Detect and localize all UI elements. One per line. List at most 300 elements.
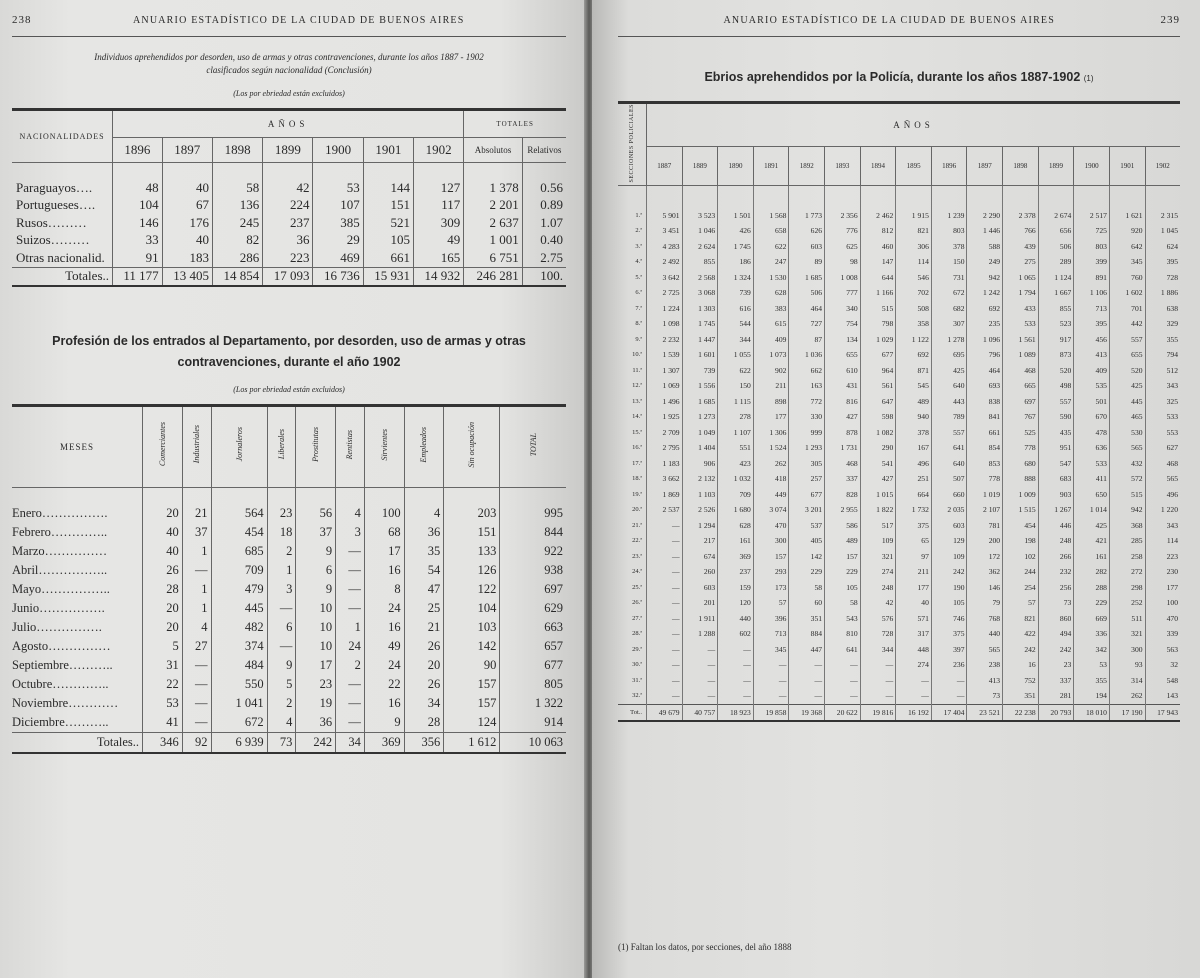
- table-cell: 120: [718, 595, 754, 611]
- table-cell: 1 001: [464, 232, 523, 250]
- total-cell: 17 404: [931, 704, 967, 721]
- section-label: 24.ª: [632, 568, 642, 576]
- table-row: [618, 533, 1180, 549]
- table-cell: —: [647, 595, 683, 611]
- table-cell: 468: [1003, 363, 1039, 379]
- left-page-number: 238: [12, 14, 32, 26]
- table-cell: —: [718, 657, 754, 673]
- table-cell: 523: [1038, 316, 1074, 332]
- table-cell: 878: [825, 425, 861, 441]
- table-cell: 87: [789, 332, 825, 348]
- table-cell: 672: [931, 285, 967, 301]
- table-cell: 544: [718, 316, 754, 332]
- table-row: [618, 185, 1180, 223]
- section-label: 3.ª: [635, 242, 642, 250]
- table-cell: 242: [1003, 642, 1039, 658]
- table-cell: 616: [718, 301, 754, 317]
- section-label: 10.ª: [632, 351, 642, 359]
- table-cell: 36: [263, 232, 313, 250]
- table-cell: 8: [364, 580, 404, 599]
- table-cell: —: [825, 673, 861, 689]
- table-row: [618, 471, 1180, 487]
- table-cell: —: [931, 688, 967, 704]
- table-cell: 1.07: [522, 214, 566, 232]
- table-cell: 1 069: [647, 378, 683, 394]
- table-cell: 237: [718, 564, 754, 580]
- profession-column-header: [336, 406, 365, 488]
- table-cell: 533: [1145, 409, 1180, 425]
- table-cell: 657: [500, 637, 566, 656]
- table-row: [12, 249, 566, 267]
- year-header: 1893: [825, 146, 861, 185]
- table-cell: 358: [896, 316, 932, 332]
- table-cell: 300: [1109, 642, 1145, 658]
- table-row: [618, 425, 1180, 441]
- table-cell: 342: [1074, 642, 1110, 658]
- table-cell: 107: [313, 197, 363, 215]
- left-page: [0, 0, 588, 978]
- table-cell: 23: [267, 488, 296, 524]
- table-cell: 23: [296, 675, 336, 694]
- table-cell: 530: [1109, 425, 1145, 441]
- table-cell: 821: [1003, 611, 1039, 627]
- table-cell: —: [182, 561, 211, 580]
- section-label: 13.ª: [632, 397, 642, 405]
- section-label: 14.ª: [632, 413, 642, 421]
- table-cell: 256: [1038, 580, 1074, 596]
- table-cell: 2 315: [1145, 185, 1180, 223]
- table-cell: —: [647, 657, 683, 673]
- table-cell: 274: [896, 657, 932, 673]
- total-cell: 19 858: [753, 704, 789, 721]
- profession-column-header: [143, 406, 183, 488]
- table-cell: 656: [1038, 223, 1074, 239]
- table-cell: 161: [718, 533, 754, 549]
- table-row: [618, 363, 1180, 379]
- table-cell: —: [182, 713, 211, 733]
- table-cell: 541: [860, 456, 896, 472]
- table-cell: 902: [753, 363, 789, 379]
- table-cell: 1 008: [825, 270, 861, 286]
- table-cell: 10: [296, 599, 336, 618]
- total-cell: 14 932: [414, 267, 464, 286]
- table-cell: 362: [967, 564, 1003, 580]
- table-cell: 223: [1145, 549, 1180, 565]
- total-cell: 11 177: [113, 267, 163, 286]
- total-cell: 18 923: [718, 704, 754, 721]
- table-cell: 211: [896, 564, 932, 580]
- table-cell: —: [931, 673, 967, 689]
- table-cell: 157: [444, 694, 500, 713]
- months-header: MESES: [12, 406, 143, 488]
- year-header: 1892: [789, 146, 825, 185]
- table-cell: 242: [931, 564, 967, 580]
- footnote: (1) Faltan los datos, por secciones, del año 1888: [618, 942, 792, 952]
- table-cell: 838: [967, 394, 1003, 410]
- table-cell: —: [336, 675, 365, 694]
- table-cell: 470: [1145, 611, 1180, 627]
- table-cell: 190: [931, 580, 967, 596]
- table-cell: 29: [313, 232, 363, 250]
- month-label: Agosto……………: [12, 639, 111, 653]
- table-cell: 778: [1003, 440, 1039, 456]
- table-cell: 10: [296, 618, 336, 637]
- table-cell: 339: [1145, 626, 1180, 642]
- table-cell: 576: [860, 611, 896, 627]
- table-cell: 432: [1109, 456, 1145, 472]
- month-label: Julio…………….: [12, 620, 102, 634]
- table-cell: 2: [336, 656, 365, 675]
- left-header-rule: [12, 32, 566, 37]
- table-cell: 1 822: [860, 502, 896, 518]
- table-cell: 641: [931, 440, 967, 456]
- table-cell: 229: [789, 564, 825, 580]
- table-cell: 136: [212, 197, 262, 215]
- table-cell: 427: [825, 409, 861, 425]
- table-cell: 533: [1003, 316, 1039, 332]
- table-cell: 186: [718, 254, 754, 270]
- year-header: 1900: [313, 138, 363, 163]
- table-cell: —: [267, 599, 296, 618]
- table-cell: 543: [825, 611, 861, 627]
- table-cell: 1 515: [1003, 502, 1039, 518]
- table-cell: 54: [404, 561, 444, 580]
- table-cell: 1 082: [860, 425, 896, 441]
- profession-column-label: Comerciantes: [157, 422, 167, 467]
- year-header: 1902: [414, 138, 464, 163]
- profession-column-header: [500, 406, 566, 488]
- table-cell: 1 098: [647, 316, 683, 332]
- table-cell: 237: [263, 214, 313, 232]
- profession-table: [12, 404, 566, 754]
- table-row: [618, 378, 1180, 394]
- section-label: 32.ª: [632, 692, 642, 700]
- table-cell: 1: [182, 542, 211, 561]
- table-cell: 173: [753, 580, 789, 596]
- table-cell: —: [336, 713, 365, 733]
- table-cell: 20: [143, 599, 183, 618]
- table-cell: 565: [967, 642, 1003, 658]
- table-cell: 142: [444, 637, 500, 656]
- table-cell: 1 224: [647, 301, 683, 317]
- table-cell: 658: [753, 223, 789, 239]
- table-row: [12, 656, 566, 675]
- table-cell: —: [182, 675, 211, 694]
- profession-column-label: Empleados: [419, 426, 429, 463]
- table-cell: 2 107: [967, 502, 1003, 518]
- right-running-header: [618, 0, 1180, 26]
- table-row: [12, 599, 566, 618]
- table-cell: 507: [931, 471, 967, 487]
- table-cell: 1 106: [1074, 285, 1110, 301]
- table-cell: 427: [860, 471, 896, 487]
- table-cell: 443: [931, 394, 967, 410]
- table-cell: 1 524: [753, 440, 789, 456]
- table-cell: 1: [336, 618, 365, 637]
- table-cell: 1 621: [1109, 185, 1145, 223]
- table-cell: 431: [825, 378, 861, 394]
- table-cell: 454: [211, 523, 267, 542]
- total-cell: 34: [336, 733, 365, 754]
- table-cell: 176: [162, 214, 212, 232]
- year-header: 1899: [263, 138, 313, 163]
- table-cell: 642: [1109, 239, 1145, 255]
- table-cell: 442: [1109, 316, 1145, 332]
- table-row: [12, 694, 566, 713]
- table-cell: 731: [931, 270, 967, 286]
- table-cell: 545: [896, 378, 932, 394]
- table-cell: 903: [1038, 487, 1074, 503]
- table-cell: 9: [364, 713, 404, 733]
- table-cell: 1 124: [1038, 270, 1074, 286]
- table-row: [618, 394, 1180, 410]
- table-cell: —: [647, 673, 683, 689]
- table-cell: —: [789, 673, 825, 689]
- table-cell: —: [647, 688, 683, 704]
- table-cell: 1 019: [967, 487, 1003, 503]
- table-cell: 252: [1109, 595, 1145, 611]
- table2-title-line2: contravenciones, durante el año 1902: [177, 355, 401, 369]
- table-cell: 3 451: [647, 223, 683, 239]
- table-cell: —: [682, 657, 718, 673]
- table-cell: —: [336, 694, 365, 713]
- table-cell: 53: [143, 694, 183, 713]
- table-cell: 1 602: [1109, 285, 1145, 301]
- year-header: 1898: [212, 138, 262, 163]
- table-cell: 151: [444, 523, 500, 542]
- table-cell: 660: [931, 487, 967, 503]
- table-cell: 105: [363, 232, 413, 250]
- table-cell: 58: [825, 595, 861, 611]
- table-cell: 385: [313, 214, 363, 232]
- table-cell: 692: [896, 347, 932, 363]
- right-header-rule: [618, 32, 1180, 37]
- section-label: 23.ª: [632, 552, 642, 560]
- table-cell: 685: [211, 542, 267, 561]
- table-cell: 1 049: [682, 425, 718, 441]
- total-cell: 22 238: [1003, 704, 1039, 721]
- table-cell: 67: [162, 197, 212, 215]
- table-cell: 5: [267, 675, 296, 694]
- table-cell: 321: [1109, 626, 1145, 642]
- table-cell: 803: [931, 223, 967, 239]
- total-row: [12, 267, 566, 286]
- total-label: Totales..: [12, 733, 143, 754]
- year-header: 1895: [896, 146, 932, 185]
- table-cell: 281: [1038, 688, 1074, 704]
- table-cell: 586: [825, 518, 861, 534]
- table-cell: 2: [267, 694, 296, 713]
- table-cell: 411: [1074, 471, 1110, 487]
- table-cell: 24: [364, 656, 404, 675]
- table2-title: [12, 331, 566, 373]
- table-cell: 6: [267, 618, 296, 637]
- table-cell: 378: [896, 425, 932, 441]
- table-cell: 369: [718, 549, 754, 565]
- section-label: 20.ª: [632, 506, 642, 514]
- table-cell: —: [896, 688, 932, 704]
- table-cell: 355: [1145, 332, 1180, 348]
- table-cell: 683: [1038, 471, 1074, 487]
- year-header: 1900: [1074, 146, 1110, 185]
- table-cell: 3: [336, 523, 365, 542]
- table-cell: 588: [967, 239, 1003, 255]
- table-cell: 1 089: [1003, 347, 1039, 363]
- table-cell: —: [718, 688, 754, 704]
- table-cell: 1 009: [1003, 487, 1039, 503]
- table-cell: 2 674: [1038, 185, 1074, 223]
- table-cell: 40: [143, 523, 183, 542]
- table-cell: 194: [1074, 688, 1110, 704]
- table-cell: 244: [1003, 564, 1039, 580]
- table-cell: —: [753, 688, 789, 704]
- table-cell: 520: [1109, 363, 1145, 379]
- table-cell: 134: [825, 332, 861, 348]
- table-cell: 515: [1109, 487, 1145, 503]
- table-cell: 1 242: [967, 285, 1003, 301]
- table-cell: 1 239: [931, 185, 967, 223]
- month-label: Junio…………….: [12, 601, 105, 615]
- table-cell: 248: [1038, 533, 1074, 549]
- table-cell: 1 925: [647, 409, 683, 425]
- profession-column-label: Sirvientes: [379, 428, 389, 461]
- total-cell: 346: [143, 733, 183, 754]
- table-cell: 603: [789, 239, 825, 255]
- table-cell: 286: [212, 249, 262, 267]
- table-cell: 89: [789, 254, 825, 270]
- table-cell: 999: [789, 425, 825, 441]
- table-cell: —: [647, 518, 683, 534]
- table-cell: 728: [1145, 270, 1180, 286]
- month-label: Abril……………..: [12, 563, 108, 577]
- total-cell: 100.: [522, 267, 566, 286]
- table-cell: 454: [1003, 518, 1039, 534]
- table-cell: 515: [860, 301, 896, 317]
- table-cell: 98: [825, 254, 861, 270]
- table-cell: 663: [500, 618, 566, 637]
- table-cell: 590: [1038, 409, 1074, 425]
- sections-header-text: SECCIONES POLICIALES: [629, 104, 635, 183]
- table-cell: 2 526: [682, 502, 718, 518]
- table-cell: 546: [896, 270, 932, 286]
- table-cell: 940: [896, 409, 932, 425]
- table-cell: 914: [500, 713, 566, 733]
- table-cell: 351: [1003, 688, 1039, 704]
- total-cell: 20 793: [1038, 704, 1074, 721]
- table-cell: 2 356: [825, 185, 861, 223]
- table-cell: 1 096: [967, 332, 1003, 348]
- table-cell: 124: [444, 713, 500, 733]
- table-cell: 768: [967, 611, 1003, 627]
- table-cell: 468: [825, 456, 861, 472]
- table-cell: 446: [1038, 518, 1074, 534]
- table-cell: 2 709: [647, 425, 683, 441]
- section-label: 29.ª: [632, 645, 642, 653]
- table-cell: 16: [1003, 657, 1039, 673]
- total-cell: 73: [267, 733, 296, 754]
- table-cell: 494: [1038, 626, 1074, 642]
- table-cell: 713: [1074, 301, 1110, 317]
- table-cell: 375: [896, 518, 932, 534]
- table-cell: 1 447: [682, 332, 718, 348]
- table-cell: 520: [1038, 363, 1074, 379]
- table-cell: 2 035: [931, 502, 967, 518]
- table-cell: 161: [1074, 549, 1110, 565]
- table-cell: 34: [404, 694, 444, 713]
- table-row: [618, 518, 1180, 534]
- table-cell: 1 869: [647, 487, 683, 503]
- table-cell: 469: [313, 249, 363, 267]
- table-cell: 23: [1038, 657, 1074, 673]
- table-cell: 109: [931, 549, 967, 565]
- table-cell: —: [860, 673, 896, 689]
- table-cell: 665: [1003, 378, 1039, 394]
- section-label: 9.ª: [635, 335, 642, 343]
- nationality-header: NACIONALIDADES: [12, 110, 113, 163]
- table-cell: 1 041: [211, 694, 267, 713]
- table-cell: 395: [1145, 254, 1180, 270]
- table-cell: 1 915: [896, 185, 932, 223]
- table-cell: 42: [263, 163, 313, 197]
- table-cell: —: [647, 642, 683, 658]
- table-cell: 506: [789, 285, 825, 301]
- table-cell: 810: [825, 626, 861, 642]
- table-cell: 229: [825, 564, 861, 580]
- table-cell: 647: [860, 394, 896, 410]
- table2-note: (Los por ebriedad están excluidos): [233, 385, 345, 394]
- table-cell: 460: [860, 239, 896, 255]
- table-cell: 91: [113, 249, 163, 267]
- table-cell: 368: [1109, 518, 1145, 534]
- table-cell: 4: [267, 713, 296, 733]
- table-cell: 525: [1003, 425, 1039, 441]
- table-cell: 1 745: [682, 316, 718, 332]
- table-cell: 2: [267, 542, 296, 561]
- table-cell: —: [860, 657, 896, 673]
- table-row: [618, 270, 1180, 286]
- table-cell: 816: [825, 394, 861, 410]
- table-cell: 3 523: [682, 185, 718, 223]
- table-cell: 739: [682, 363, 718, 379]
- table-cell: 641: [825, 642, 861, 658]
- year-header: 1897: [162, 138, 212, 163]
- table-cell: 16: [364, 694, 404, 713]
- table-row: [618, 688, 1180, 704]
- table-cell: 557: [1109, 332, 1145, 348]
- profession-column-label: Industriales: [192, 425, 202, 464]
- table-cell: 24: [336, 637, 365, 656]
- table-cell: 693: [967, 378, 1003, 394]
- section-label: 17.ª: [632, 459, 642, 467]
- row-label: Suizos………: [16, 232, 90, 248]
- table-cell: 405: [789, 533, 825, 549]
- table-cell: 396: [753, 611, 789, 627]
- table-cell: 1 273: [682, 409, 718, 425]
- table-cell: 766: [1003, 223, 1039, 239]
- table-cell: 1 404: [682, 440, 718, 456]
- table-cell: 888: [1003, 471, 1039, 487]
- table-cell: 167: [896, 440, 932, 456]
- table-cell: 464: [789, 301, 825, 317]
- table-cell: 521: [363, 214, 413, 232]
- section-label: 30.ª: [632, 661, 642, 669]
- table-cell: 58: [789, 580, 825, 596]
- table-cell: 603: [931, 518, 967, 534]
- table-cell: 217: [682, 533, 718, 549]
- table-cell: 942: [967, 270, 1003, 286]
- table-cell: 1 556: [682, 378, 718, 394]
- table-cell: —: [267, 637, 296, 656]
